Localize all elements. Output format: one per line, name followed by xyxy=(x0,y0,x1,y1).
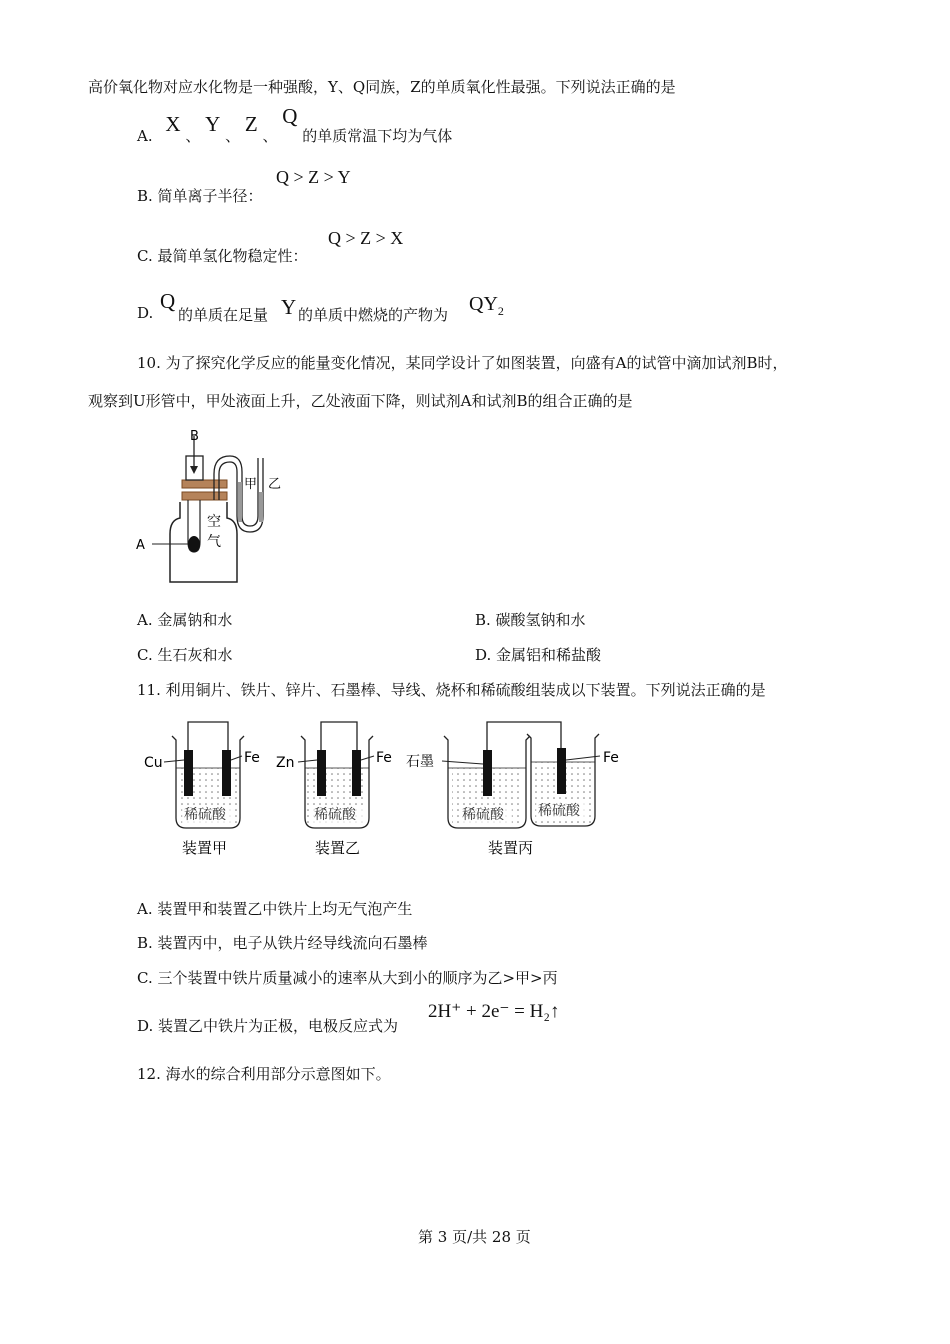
option-9d-text1: 的单质在足量 xyxy=(178,306,269,324)
option-9d-prefix: D. xyxy=(137,304,154,322)
option-11a: A. 装置甲和装置乙中铁片上均无气泡产生 xyxy=(137,900,413,918)
label-acid-2: 稀硫酸 xyxy=(314,807,356,823)
beaker-jia xyxy=(144,722,260,828)
option-9d-text2: 的单质中燃烧的产物为 xyxy=(298,306,449,324)
caption-jia: 装置甲 xyxy=(182,839,228,857)
option-9d-formula xyxy=(469,293,504,319)
label-fe-3: Fe xyxy=(603,750,619,766)
figure-galvanic-cells xyxy=(138,712,638,862)
formula-main: QY xyxy=(469,293,498,315)
label-yi: 乙 xyxy=(268,477,282,492)
label-acid-3: 稀硫酸 xyxy=(462,807,504,823)
wire-bing xyxy=(487,722,561,750)
option-10d: D. 金属铝和稀盐酸 xyxy=(475,646,602,664)
symbol-y: Y xyxy=(281,295,297,319)
symbol-x: X xyxy=(165,112,181,136)
stopper-bottom xyxy=(182,492,227,500)
label-fe-2: Fe xyxy=(376,750,392,766)
symbol-q: Q xyxy=(160,289,176,313)
symbol-q: Q xyxy=(282,104,298,128)
caption-bing: 装置丙 xyxy=(488,839,534,857)
beaker-bing-right xyxy=(527,734,619,826)
label-qi: 气 xyxy=(207,534,221,550)
option-10b: B. 碳酸氢钠和水 xyxy=(475,611,586,629)
page-footer: 第 3 页/共 28 页 xyxy=(418,1228,531,1246)
label-graphite: 石墨 xyxy=(406,754,434,770)
label-zn: Zn xyxy=(276,755,295,771)
figure-u-tube-apparatus xyxy=(130,422,300,587)
label-acid-1: 稀硫酸 xyxy=(184,807,226,823)
option-9c-formula: Q > Z > X xyxy=(328,228,404,248)
reagent-a-blob xyxy=(188,536,200,552)
formula-subscript: 2 xyxy=(497,304,504,318)
caption-yi: 装置乙 xyxy=(315,839,361,857)
question-10-line2: 观察到U形管中，甲处液面上升，乙处液面下降，则试剂A和试剂B的组合正确的是 xyxy=(88,392,633,410)
option-9b-formula: Q > Z > Y xyxy=(276,167,351,187)
label-kong: 空 xyxy=(207,514,221,530)
question-11-stem: 11. 利用铜片、铁片、锌片、石墨棒、导线、烧杯和稀硫酸组装成以下装置。下列说法正确的是 xyxy=(137,681,766,699)
option-11d-text: D. 装置乙中铁片为正极，电极反应式为 xyxy=(137,1017,399,1035)
question-12-stem: 12. 海水的综合利用部分示意图如下。 xyxy=(137,1065,391,1083)
option-prefix: A. xyxy=(137,127,153,145)
label-b: B xyxy=(190,429,199,444)
separator: 、 xyxy=(225,127,241,145)
option-9c-label: C. 最简单氢化物稳定性： xyxy=(137,247,308,265)
symbol-y: Y xyxy=(205,112,221,136)
intro-line: 高价氧化物对应水化物是一种强酸，Y、Q同族，Z的单质氧化性最强。下列说法正确的是 xyxy=(88,78,676,96)
label-jia: 甲 xyxy=(244,477,258,492)
label-acid-4: 稀硫酸 xyxy=(538,803,580,819)
label-fe-1: Fe xyxy=(244,750,260,766)
separator: 、 xyxy=(185,127,201,145)
option-9b-label: B. 简单离子半径： xyxy=(137,187,263,205)
beaker-yi xyxy=(276,722,392,828)
beaker-bing-left xyxy=(406,736,530,828)
stopper-top xyxy=(182,480,227,488)
option-10a: A. 金属钠和水 xyxy=(137,611,233,629)
option-10c: C. 生石灰和水 xyxy=(137,646,233,664)
separator: 、 xyxy=(262,127,278,145)
option-11c: C. 三个装置中铁片质量减小的速率从大到小的顺序为乙>甲>丙 xyxy=(137,969,558,987)
question-10-line1: 10. 为了探究化学反应的能量变化情况，某同学设计了如图装置，向盛有A的试管中滴加试剂B时， xyxy=(137,354,788,372)
flask-outline xyxy=(170,502,237,582)
option-11d-equation: 2H⁺ + 2e⁻ = H₂↑ xyxy=(428,1001,560,1022)
label-a: A xyxy=(136,538,145,553)
option-text: 的单质常温下均为气体 xyxy=(302,127,453,145)
label-cu: Cu xyxy=(144,755,163,771)
option-11b: B. 装置丙中，电子从铁片经导线流向石墨棒 xyxy=(137,934,428,952)
option-9a xyxy=(137,104,453,145)
symbol-z: Z xyxy=(244,112,258,136)
